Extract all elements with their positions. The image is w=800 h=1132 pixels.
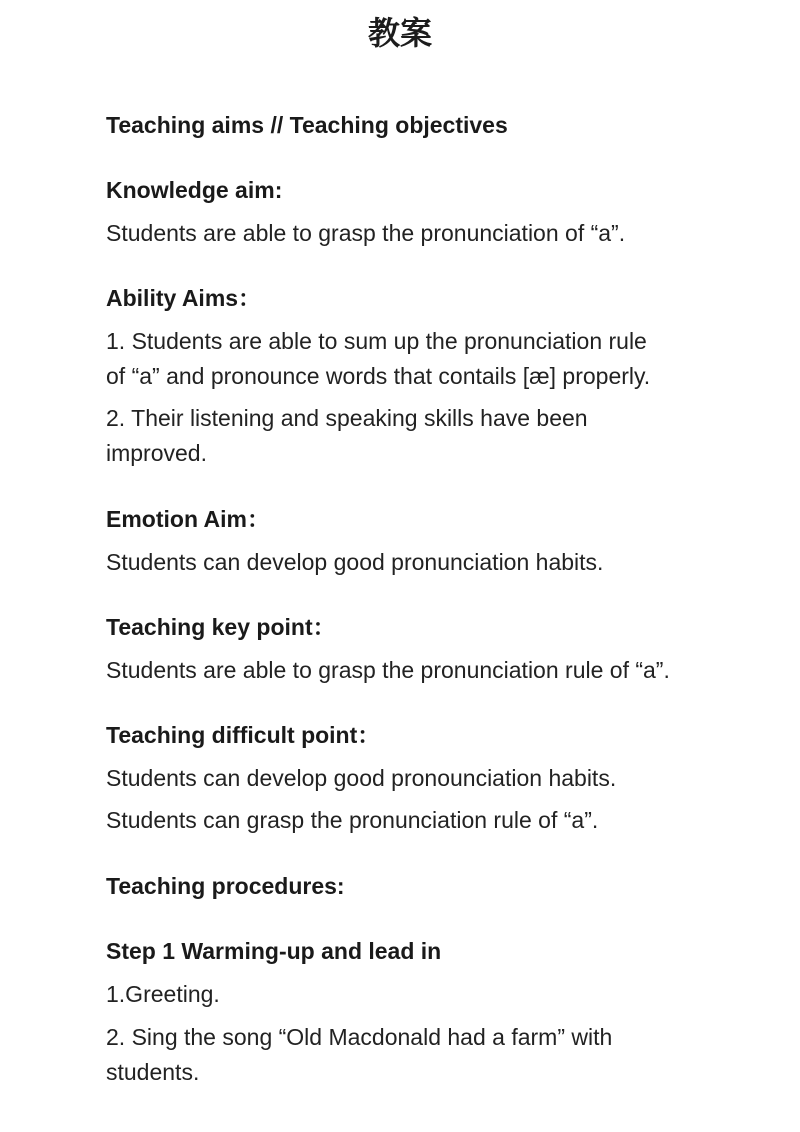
section-heading-step-1: Step 1 Warming-up and lead in bbox=[106, 938, 442, 964]
body-line: 2. Their listening and speaking skills have been bbox=[106, 405, 588, 431]
body-line: 2. Sing the song “Old Macdonald had a farm” with bbox=[106, 1024, 613, 1050]
body-line: Students can develop good pronounciation habits. bbox=[106, 765, 617, 791]
section-heading-difficult-point: Teaching difficult point： bbox=[106, 722, 381, 748]
body-line: of “a” and pronounce words that contails [æ] properly. bbox=[106, 363, 651, 389]
section-heading-emotion-aim: Emotion Aim： bbox=[106, 506, 270, 532]
body-line: 1. Students are able to sum up the pronunciation rule bbox=[106, 328, 647, 354]
section-heading-knowledge-aim: Knowledge aim: bbox=[106, 177, 283, 203]
body-line: 1.Greeting. bbox=[106, 981, 220, 1007]
body-line: improved. bbox=[106, 440, 207, 466]
body-line: Students can develop good pronunciation habits. bbox=[106, 549, 604, 575]
page-title: 教案 bbox=[367, 14, 432, 52]
body-line: Students can grasp the pronunciation rule of “a”. bbox=[106, 807, 599, 833]
section-heading-ability-aims: Ability Aims： bbox=[106, 285, 262, 311]
section-heading-procedures: Teaching procedures: bbox=[106, 873, 345, 899]
body-line: Students are able to grasp the pronunciation rule of “a”. bbox=[106, 657, 670, 683]
body-line: students. bbox=[106, 1059, 200, 1085]
body-line: Students are able to grasp the pronunciation of “a”. bbox=[106, 220, 626, 246]
section-heading-teaching-aims: Teaching aims // Teaching objectives bbox=[106, 112, 508, 138]
section-heading-key-point: Teaching key point： bbox=[106, 614, 336, 640]
